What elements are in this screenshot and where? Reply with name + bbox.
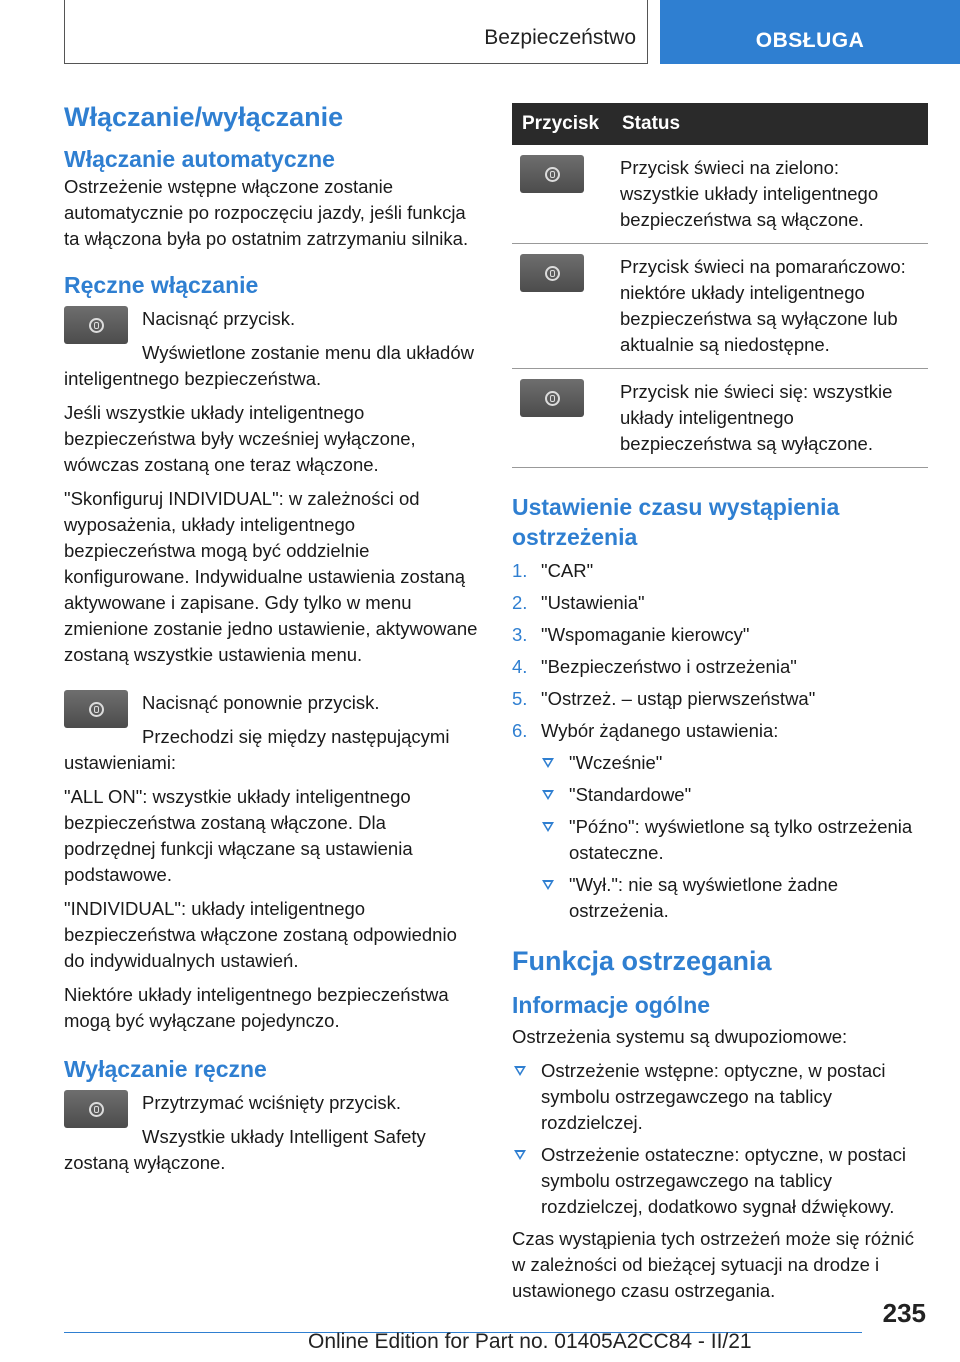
manual-on-p1: Jeśli wszystkie układy inteligentnego bezpieczeństwa były wcześniej wyłączone, wówczas zostaną one teraz włączone. <box>64 402 416 475</box>
list-number: 1. <box>512 560 528 581</box>
step-press-again-result <box>64 724 480 776</box>
manual-on-p4: "INDIVIDUAL": układy inteligentnego bezpieczeństwa włączone zostaną odpowiednio do indywidualnych ustawień. <box>64 898 457 971</box>
option-item <box>540 814 928 866</box>
step-hold-text: Przytrzymać wciśnięty przycisk. <box>142 1092 402 1113</box>
step-press-result <box>64 340 480 392</box>
step-press-button <box>64 306 480 392</box>
step-press-again <box>64 690 480 776</box>
table-cell-status: Przycisk nie świeci się: wszystkie układy inteligentnego bezpieczeństwa są wyłączone. <box>612 369 928 468</box>
option-text: "Wcześnie" <box>569 752 663 773</box>
list-number: 4. <box>512 656 528 677</box>
bullet-text: Ostrzeżenie ostateczne: optyczne, w postaci symbolu ostrzegawczego na tablicy rozdzielczej, dodatkowo sygnał dźwiękowy. <box>541 1144 907 1217</box>
list-number: 3. <box>512 624 528 645</box>
table-header-row <box>512 103 928 145</box>
option-item <box>540 872 928 924</box>
list-text: Wybór żądanego ustawienia: <box>541 720 779 741</box>
left-column <box>64 100 480 1184</box>
list-text: "Ustawienia" <box>541 592 645 613</box>
header-section-title: Bezpieczeństwo <box>484 26 636 49</box>
option-item <box>540 782 928 808</box>
step-press-text: Nacisnąć przycisk. <box>142 308 296 329</box>
right-column <box>512 103 928 1312</box>
option-text: "Późno": wyświetlone są tylko ostrzeżenia ostateczne. <box>569 816 913 863</box>
option-text: "Wył.": nie są wyświetlone żadne ostrzeżenia. <box>569 874 838 921</box>
general-info-heading: Informacje ogólne <box>512 992 711 1018</box>
table-cell-status: Przycisk świeci na zielono: wszystkie układy inteligentnego bezpieczeństwa są włączone. <box>612 145 928 244</box>
option-item <box>540 750 928 776</box>
list-number: 5. <box>512 688 528 709</box>
step-press-again-text: Nacisnąć ponownie przycisk. <box>142 692 380 713</box>
triangle-bullet-icon <box>514 1066 526 1076</box>
warning-intro: Ostrzeżenia systemu są dwupoziomowe: <box>512 1026 848 1047</box>
table-cell-icon <box>512 244 612 369</box>
safety-button-image <box>64 1090 128 1128</box>
list-number: 6. <box>512 720 528 741</box>
list-item <box>512 558 928 584</box>
safety-button-image <box>520 155 584 193</box>
option-text: "Standardowe" <box>569 784 692 805</box>
auto-on-heading: Włączanie automatyczne <box>64 146 335 172</box>
bullet-text: Ostrzeżenie wstępne: optyczne, w postaci symbolu ostrzegawczego na tablicy rozdzielczej. <box>541 1060 886 1133</box>
table-row <box>512 244 928 369</box>
triangle-bullet-icon <box>514 1150 526 1160</box>
list-item <box>512 622 928 648</box>
triangle-bullet-icon <box>542 822 554 832</box>
manual-on-heading: Ręczne włączanie <box>64 272 259 298</box>
table-cell-status: Przycisk świeci na pomarańczowo: niektóre układy inteligentnego bezpieczeństwa są wyłączone lub aktualnie są niedostępne. <box>612 244 928 369</box>
manual-on-p2: "Skonfiguruj INDIVIDUAL": w zależności od wyposażenia, układy inteligentnego bezpieczeństwa mogą być oddzielnie konfigurowane. Indywidualne ustawienia zostaną aktywowane i zapisane. Gdy tylko w menu zmienione zostanie jedno ustawienie, aktywowane zostaną wszystkie ustawienia menu. <box>64 488 478 665</box>
timing-steps <box>512 558 928 924</box>
safety-button-icon <box>545 391 560 406</box>
list-text: "Wspomaganie kierowcy" <box>541 624 750 645</box>
list-text: "Bezpieczeństwo i ostrzeżenia" <box>541 656 797 677</box>
step-hold-button <box>64 1090 480 1176</box>
auto-on-text: Ostrzeżenie wstępne włączone zostanie automatycznie po rozpoczęciu jazdy, jeśli funkcja ta włączona była po ostatnim zatrzymaniu silnika. <box>64 176 469 249</box>
triangle-bullet-icon <box>542 790 554 800</box>
step-press-result-text: Wyświetlone zostanie menu dla układów inteligentnego bezpieczeństwa. <box>64 342 474 389</box>
manual-on-p3: "ALL ON": wszystkie układy inteligentnego bezpieczeństwa zostaną włączone. Dla podrzędnej funkcji włączane są ustawienia podstawowe. <box>64 786 413 885</box>
warning-function-title: Funkcja ostrzegania <box>512 946 772 976</box>
bullet-item <box>512 1142 928 1220</box>
step-hold-result-text: Wszystkie układy Intelligent Safety zostaną wyłączone. <box>64 1126 426 1173</box>
list-number: 2. <box>512 592 528 613</box>
footer-edition: Online Edition for Part no. 01405A2CC84 - II/21 <box>308 1330 752 1353</box>
step-press-again-result-text: Przechodzi się między następującymi ustawieniami: <box>64 726 450 773</box>
warning-outro: Czas wystąpienia tych ostrzeżeń może się różnić w zależności od bieżącej sytuacji na drodze i ustawionego czasu ostrzegania. <box>512 1228 915 1301</box>
table-header-button: Przycisk <box>512 103 612 145</box>
manual-off-heading: Wyłączanie ręczne <box>64 1056 267 1082</box>
safety-button-image <box>64 306 128 344</box>
bullet-item <box>512 1058 928 1136</box>
list-text: "CAR" <box>541 560 594 581</box>
safety-button-icon <box>89 318 104 333</box>
safety-button-image <box>520 254 584 292</box>
list-text: "Ostrzeż. – ustąp pierwszeństwa" <box>541 688 816 709</box>
safety-button-image <box>64 690 128 728</box>
table-cell-icon <box>512 369 612 468</box>
list-item <box>512 590 928 616</box>
safety-button-image <box>520 379 584 417</box>
table-row <box>512 369 928 468</box>
header-tab-obsluga[interactable]: OBSŁUGA <box>660 0 960 64</box>
table-header-status: Status <box>612 103 928 145</box>
list-item <box>512 654 928 680</box>
table-cell-icon <box>512 145 612 244</box>
section-title: Włączanie/wyłączanie <box>64 102 344 132</box>
list-item <box>512 686 928 712</box>
list-item <box>512 718 928 744</box>
page-number: 235 <box>882 1298 926 1328</box>
manual-on-p5: Niektóre układy inteligentnego bezpieczeństwa mogą być wyłączane pojedynczo. <box>64 984 449 1031</box>
step-hold-result <box>64 1124 480 1176</box>
table-row <box>512 145 928 244</box>
safety-button-icon <box>89 1102 104 1117</box>
safety-button-icon <box>545 167 560 182</box>
triangle-bullet-icon <box>542 758 554 768</box>
button-status-table <box>512 103 928 468</box>
triangle-bullet-icon <box>542 880 554 890</box>
timing-heading: Ustawienie czasu wystąpienia ostrzeżenia <box>512 494 840 550</box>
safety-button-icon <box>545 266 560 281</box>
safety-button-icon <box>89 702 104 717</box>
